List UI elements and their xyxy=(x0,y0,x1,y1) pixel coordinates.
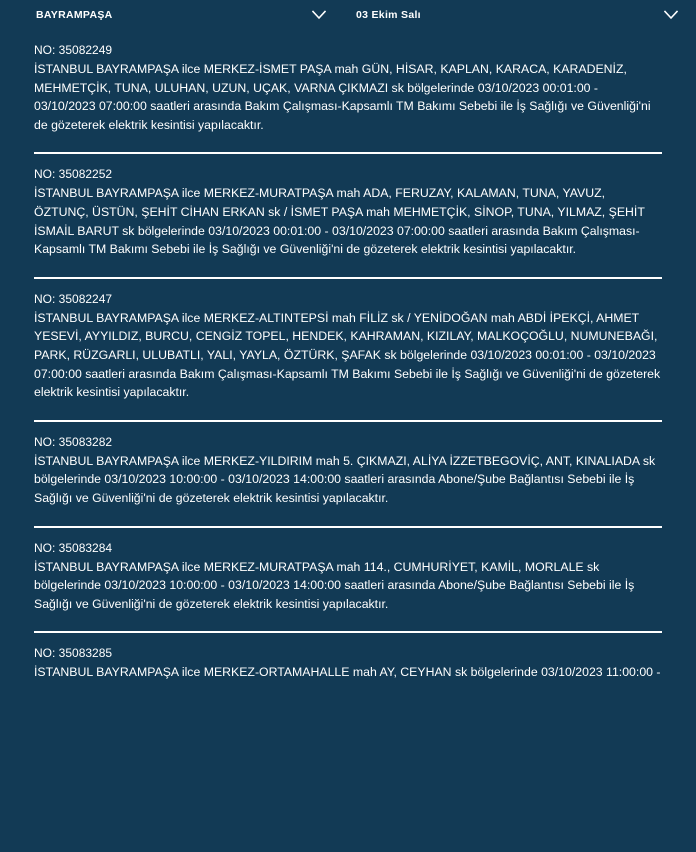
list-item[interactable] xyxy=(0,279,696,420)
district-select-value: BAYRAMPAŞA xyxy=(36,9,113,21)
chevron-down-icon[interactable] xyxy=(312,11,326,20)
outage-number: NO: 35083285 xyxy=(34,646,113,661)
outage-number: NO: 35082247 xyxy=(34,291,113,306)
chevron-down-icon[interactable] xyxy=(664,11,678,20)
outage-number: NO: 35083284 xyxy=(34,540,113,555)
outage-description: İSTANBUL BAYRAMPAŞA ilce MERKEZ-MURATPAŞA mah ADA, FERUZAY, KALAMAN, TUNA, YAVUZ, ÖZTUNÇ, ÜSTÜN, ŞEHİT CİHAN ERKAN sk / İSMET PAŞA mah MEHMETÇİK, SİNOP, TUNA, YILMAZ, ŞEHİT İSMAİL BARUT sk bölgelerinde 03/10/2023 00:01:00 - 03/10/2023 07:00:00 saatleri arasında Bakım Çalışması-Kapsamlı TM Bakımı Sebebi ile İş Sağlığı ve Güvenliği'ni de gözeterek elektrik kesintisi yapılacaktır. xyxy=(34,186,645,257)
date-select[interactable] xyxy=(344,0,696,30)
list-item[interactable] xyxy=(0,30,696,152)
district-select[interactable] xyxy=(0,0,344,30)
outage-number: NO: 35082249 xyxy=(34,43,113,57)
outage-description: İSTANBUL BAYRAMPAŞA ilce MERKEZ-ALTINTEPSİ mah FİLİZ sk / YENİDOĞAN mah ABDİ İPEKÇİ, AHMET YESEVİ, AYYILDIZ, BURCU, CENGİZ TOPEL, HENDEK, KAHRAMAN, KIZILAY, MALKOÇOĞLU, NUMUNEBAĞI, PARK, RÜZGARLI, ULUBATLI, YALI, YAYLA, ÖZTÜRK, ŞAFAK sk bölgelerinde 03/10/2023 00:01:00 - 03/10/2023 07:00:00 saatleri arasında Bakım Çalışması-Kapsamlı TM Bakımı Sebebi ile İş Sağlığı ve Güvenliği'ni de gözeterek elektrik kesintisi yapılacaktır. xyxy=(34,310,661,400)
list-item[interactable] xyxy=(0,528,696,632)
list-item[interactable] xyxy=(0,633,696,700)
list-item[interactable] xyxy=(0,422,696,526)
outage-description: İSTANBUL BAYRAMPAŞA ilce MERKEZ-İSMET PAŞA mah GÜN, HİSAR, KAPLAN, KARACA, KARADENİZ, MEHMETÇİK, TUNA, ULUHAN, UZUN, UÇAK, VARNA ÇIKMAZI sk bölgelerinde 03/10/2023 00:01:00 - 03/10/2023 07:00:00 saatleri arasında Bakım Çalışması-Kapsamlı TM Bakımı Sebebi ile İş Sağlığı ve Güvenliği'ni de gözeterek elektrik kesintisi yapılacaktır. xyxy=(34,62,651,132)
outage-description: İSTANBUL BAYRAMPAŞA ilce MERKEZ-ORTAMAHALLE mah AY, CEYHAN sk bölgelerinde 03/10/2023 11:00:00 - xyxy=(34,665,661,680)
outage-list xyxy=(0,30,696,700)
date-select-value: 03 Ekim Salı xyxy=(356,9,421,21)
outage-number: NO: 35082252 xyxy=(34,167,113,182)
outage-description: İSTANBUL BAYRAMPAŞA ilce MERKEZ-MURATPAŞA mah 114., CUMHURİYET, KAMİL, MORLALE sk bölgelerinde 03/10/2023 10:00:00 - 03/10/2023 14:00:00 saatleri arasında Abone/Şube Bağlantısı Sebebi ile İş Sağlığı ve Güvenliği'ni de gözeterek elektrik kesintisi yapılacaktır. xyxy=(34,559,635,611)
filter-bar xyxy=(0,0,696,30)
outage-number: NO: 35083282 xyxy=(34,434,113,449)
outage-description: İSTANBUL BAYRAMPAŞA ilce MERKEZ-YILDIRIM mah 5. ÇIKMAZI, ALİYA İZZETBEGOVİÇ, ANT, KINALIADA sk bölgelerinde 03/10/2023 10:00:00 - 03/10/2023 14:00:00 saatleri arasında Abone/Şube Bağlantısı Sebebi ile İş Sağlığı ve Güvenliği'ni de gözeterek elektrik kesintisi yapılacaktır. xyxy=(34,453,656,505)
list-item[interactable] xyxy=(0,154,696,276)
